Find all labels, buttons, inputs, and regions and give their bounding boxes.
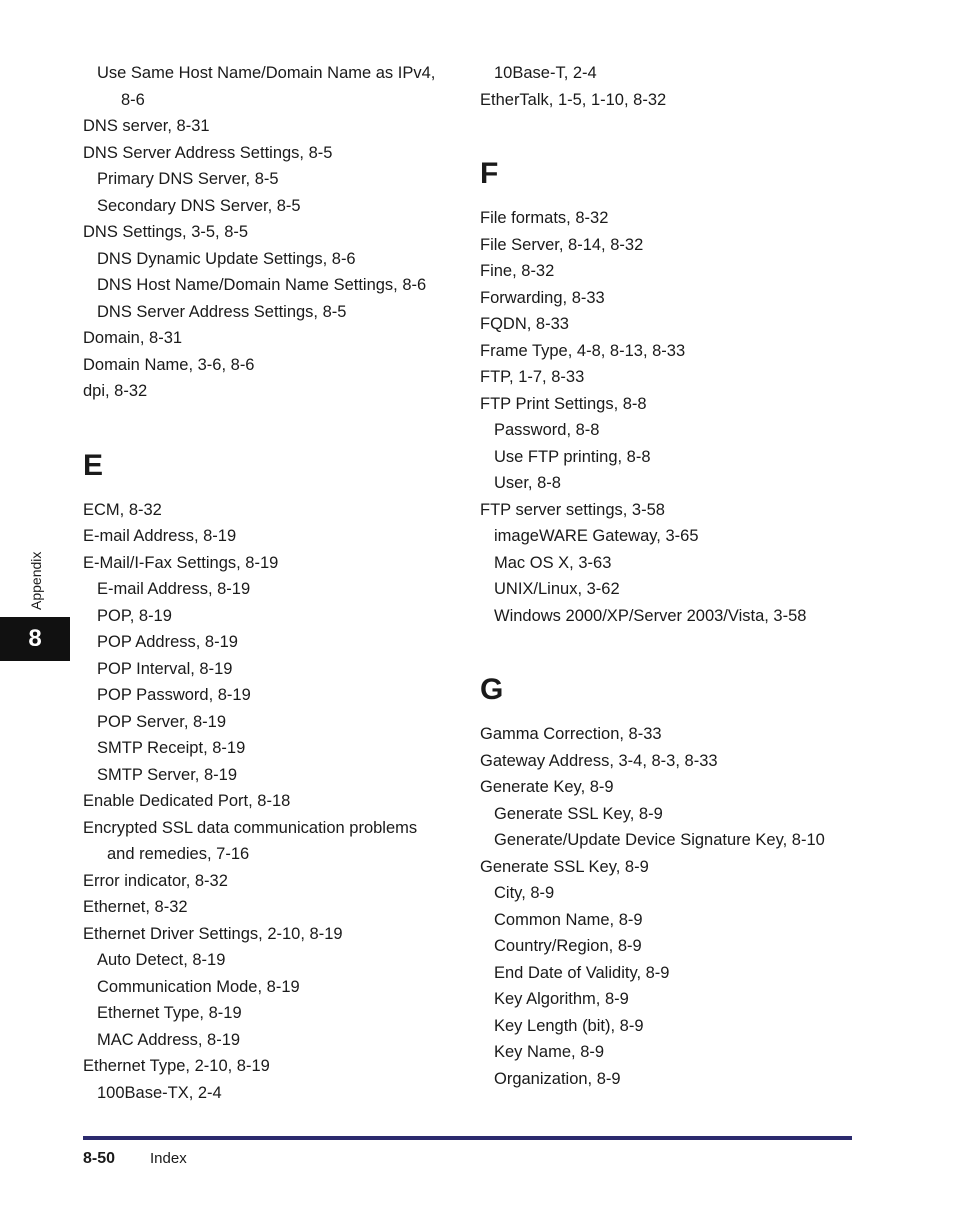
index-entry: SMTP Server, 8-19	[97, 765, 238, 784]
index-entry: and remedies, 7-16	[107, 845, 250, 863]
index-entry: Primary DNS Server, 8-5	[97, 170, 279, 188]
index-entry: Mac OS X, 3-63	[494, 553, 612, 572]
entry-list	[480, 205, 880, 629]
index-entry: POP Password, 8-19	[97, 686, 251, 704]
index-entry: Ethernet Driver Settings, 2-10, 8-19	[83, 924, 343, 943]
index-entry: Organization, 8-9	[494, 1069, 621, 1088]
index-entry: Generate Key, 8-9	[480, 778, 614, 796]
index-entry: City, 8-9	[494, 884, 555, 902]
index-entry: Communication Mode, 8-19	[97, 977, 300, 996]
index-entry: SMTP Receipt, 8-19	[97, 739, 246, 757]
index-entry: DNS Server Address Settings, 8-5	[83, 143, 333, 162]
index-entry: ECM, 8-32	[83, 500, 162, 519]
index-entry: Generate/Update Device Signature Key, 8-10	[494, 831, 825, 849]
index-entry: E-Mail/I-Fax Settings, 8-19	[83, 553, 279, 572]
index-entry: FQDN, 8-33	[480, 315, 569, 333]
footer-title: Index	[150, 1150, 187, 1167]
index-entry: E-mail Address, 8-19	[97, 580, 251, 598]
index-entry: Ethernet Type, 8-19	[97, 1004, 242, 1022]
page-number: 8-50	[83, 1150, 116, 1167]
index-entry: E-mail Address, 8-19	[83, 527, 237, 545]
index-entry: Fine, 8-32	[480, 262, 555, 280]
section-letter-e: E	[83, 448, 104, 482]
right-column	[480, 60, 880, 1092]
entry-list	[480, 721, 880, 1092]
index-entry: Ethernet Type, 2-10, 8-19	[83, 1057, 270, 1075]
index-entry: Domain, 8-31	[83, 329, 183, 347]
index-entry: Secondary DNS Server, 8-5	[97, 196, 301, 215]
index-entry: Generate SSL Key, 8-9	[480, 857, 649, 876]
entry-list	[83, 60, 463, 405]
index-entry: Gateway Address, 3-4, 8-3, 8-33	[480, 751, 718, 770]
index-entry: Windows 2000/XP/Server 2003/Vista, 3-58	[494, 606, 807, 625]
index-entry: EtherTalk, 1-5, 1-10, 8-32	[480, 90, 667, 109]
index-entry: Generate SSL Key, 8-9	[494, 804, 663, 823]
index-entry: FTP server settings, 3-58	[480, 500, 665, 519]
index-entry: Encrypted SSL data communication problems	[83, 818, 418, 837]
index-entry: Forwarding, 8-33	[480, 288, 605, 307]
chapter-side-label: Appendix	[28, 551, 44, 610]
index-entry: 100Base-TX, 2-4	[97, 1083, 222, 1102]
index-entry: POP Server, 8-19	[97, 712, 227, 731]
index-entry: DNS server, 8-31	[83, 117, 210, 135]
index-entry: DNS Dynamic Update Settings, 8-6	[97, 249, 356, 268]
index-entry: DNS Settings, 3-5, 8-5	[83, 223, 249, 241]
index-entry: Ethernet, 8-32	[83, 898, 188, 916]
index-entry: 8-6	[121, 90, 145, 109]
entry-list	[83, 497, 463, 1107]
index-entry: 10Base-T, 2-4	[494, 64, 597, 82]
index-entry: Password, 8-8	[494, 421, 600, 439]
index-entry: Key Name, 8-9	[494, 1043, 605, 1061]
index-entry: Key Algorithm, 8-9	[494, 990, 629, 1008]
index-entry: dpi, 8-32	[83, 382, 148, 400]
index-entry: imageWARE Gateway, 3-65	[494, 527, 699, 545]
section-letter-f: F	[480, 157, 499, 190]
index-entry: File Server, 8-14, 8-32	[480, 235, 644, 254]
index-entry: Country/Region, 8-9	[494, 937, 642, 955]
index-entry: DNS Server Address Settings, 8-5	[97, 302, 347, 321]
index-entry: Domain Name, 3-6, 8-6	[83, 355, 255, 374]
index-entry: DNS Host Name/Domain Name Settings, 8-6	[97, 276, 427, 294]
index-entry: Auto Detect, 8-19	[97, 951, 226, 969]
index-entry: Gamma Correction, 8-33	[480, 725, 662, 743]
section-letter-g: G	[480, 673, 504, 706]
index-entry: UNIX/Linux, 3-62	[494, 580, 620, 598]
index-entry: POP Interval, 8-19	[97, 659, 233, 678]
index-entry: MAC Address, 8-19	[97, 1030, 241, 1049]
index-entry: File formats, 8-32	[480, 209, 609, 227]
index-entry: Common Name, 8-9	[494, 910, 643, 929]
index-entry: FTP Print Settings, 8-8	[480, 394, 647, 413]
entry-list	[480, 60, 880, 113]
index-entry: Use FTP printing, 8-8	[494, 447, 651, 466]
index-entry: FTP, 1-7, 8-33	[480, 368, 585, 386]
footer-rule	[83, 1136, 852, 1140]
index-entry: End Date of Validity, 8-9	[494, 963, 670, 982]
index-entry: User, 8-8	[494, 474, 561, 492]
index-entry: Use Same Host Name/Domain Name as IPv4,	[97, 64, 436, 82]
left-column	[83, 60, 463, 1106]
index-entry: Error indicator, 8-32	[83, 871, 228, 890]
index-entry: Frame Type, 4-8, 8-13, 8-33	[480, 341, 686, 360]
index-entry: POP Address, 8-19	[97, 633, 238, 651]
chapter-tab: 8	[0, 617, 70, 661]
index-entry: Enable Dedicated Port, 8-18	[83, 792, 291, 810]
index-entry: POP, 8-19	[97, 606, 172, 625]
index-entry: Key Length (bit), 8-9	[494, 1016, 644, 1035]
